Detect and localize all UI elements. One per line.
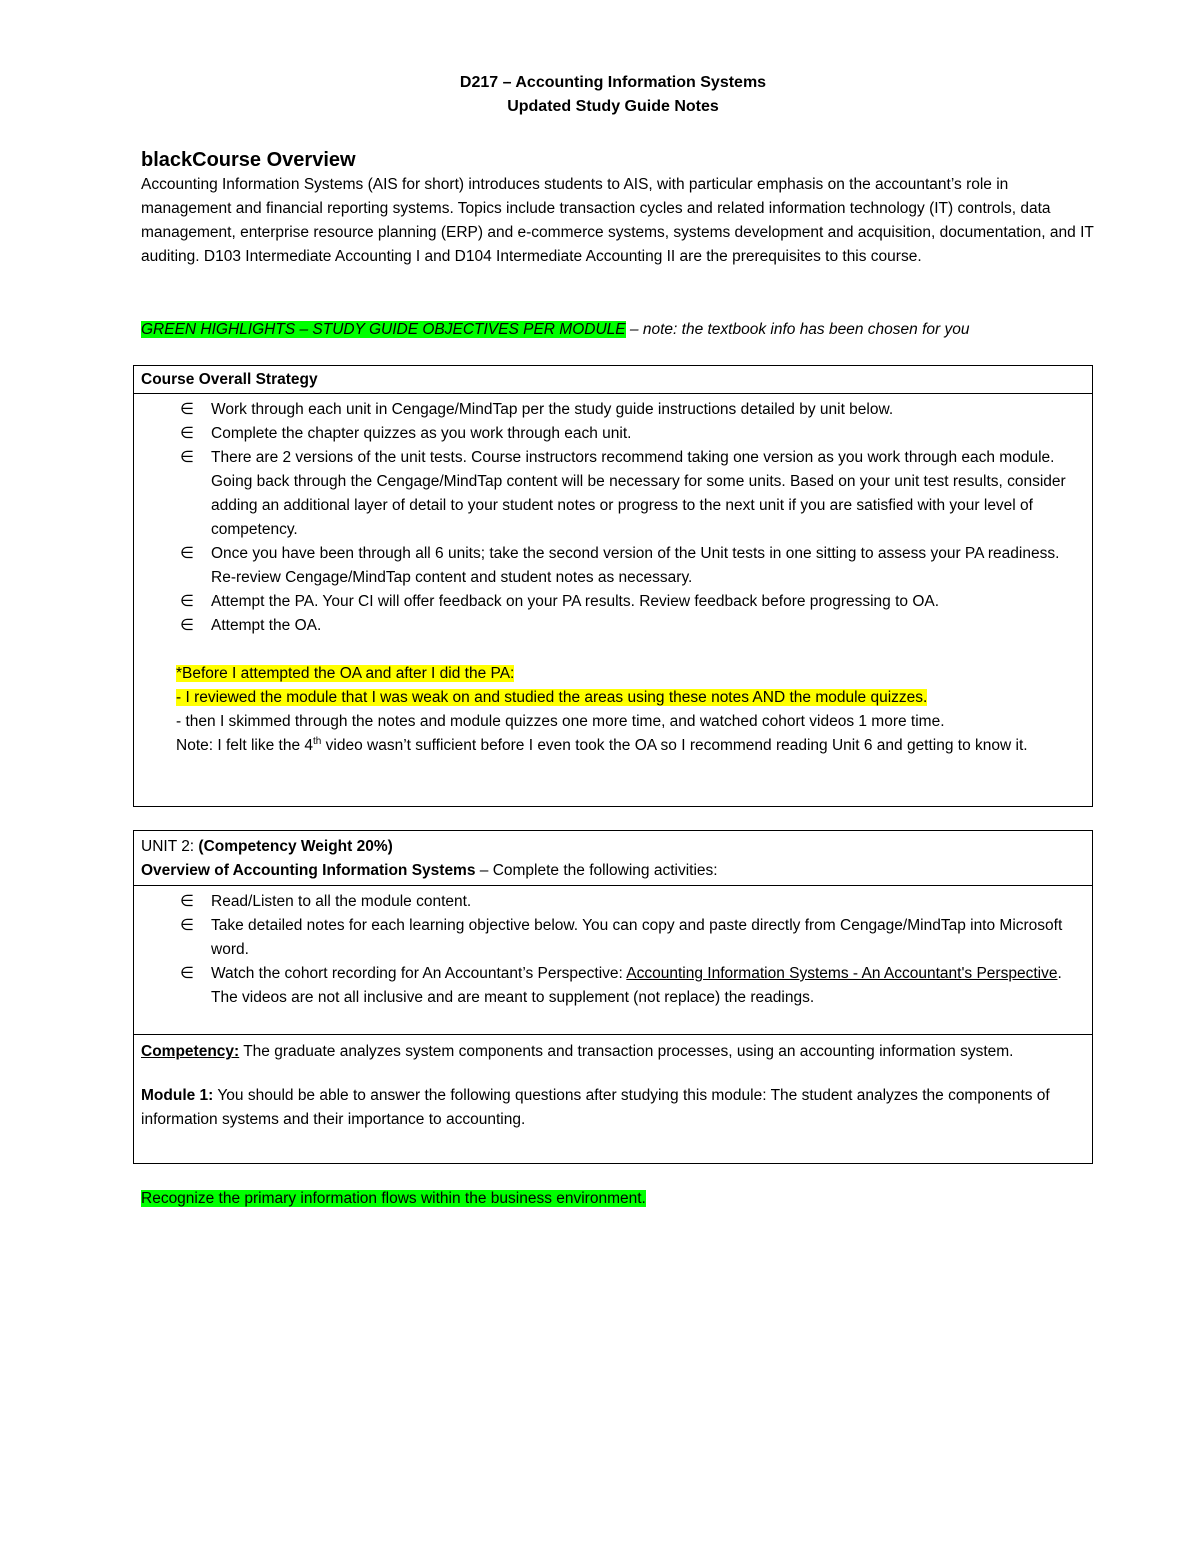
list-item-text: Watch the cohort recording for An Accountant’s Perspective:	[211, 965, 627, 982]
bullet-icon: ∈	[180, 593, 194, 610]
green-highlights-note	[141, 318, 969, 342]
note-line-3: - then I skimmed through the notes and module quizzes one more time, and watched cohort videos 1 more time.	[176, 713, 945, 730]
list-item	[134, 542, 1082, 590]
bullet-icon: ∈	[180, 965, 194, 982]
list-item-text: Attempt the PA. Your CI will offer feedback on your PA results. Review feedback before progressing to OA.	[211, 593, 940, 610]
overview-text: Accounting Information Systems (AIS for short) introduces students to AIS, with particular emphasis on the accountant’s role in management and financial reporting systems. Topics include transaction cycles and related information technology (IT) controls, data management, enterprise resource planning (ERP) and e-commerce systems, systems development and acquisition, documentation, and IT auditing. D103 Intermediate Accounting I and D104 Intermediate Accounting II are the prerequisites to this course.	[141, 176, 1094, 265]
course-overview-paragraph	[141, 173, 1096, 269]
unit-instructions: – Complete the following activities:	[475, 862, 718, 879]
list-item	[134, 590, 1082, 614]
video-link[interactable]: Accounting Information Systems - An Accountant's Perspective	[626, 965, 1058, 982]
note-line-4-text: Note: I felt like the 4	[176, 737, 313, 754]
competency-text: The graduate analyzes system components and transaction processes, using an accounting information system.	[239, 1043, 1014, 1060]
note-superscript: th	[313, 735, 322, 747]
list-item	[134, 398, 1082, 422]
competency-label: Competency:	[141, 1043, 240, 1060]
list-item-text: Work through each unit in Cengage/MindTap per the study guide instructions detailed by unit below.	[211, 401, 894, 418]
activities-list	[134, 890, 1082, 1010]
strategy-header: Course Overall Strategy	[134, 366, 1092, 394]
bullet-icon: ∈	[180, 617, 194, 634]
bullet-icon: ∈	[180, 425, 194, 442]
unit-2-header	[134, 831, 1092, 886]
bullet-icon: ∈	[180, 449, 194, 466]
personal-note	[134, 662, 1082, 758]
list-item	[134, 446, 1082, 542]
document-title: D217 – Accounting Information Systems	[459, 74, 767, 91]
objective-highlight: Recognize the primary information flows within the business environment.	[141, 1190, 646, 1207]
unit-2-table	[133, 830, 1093, 1164]
note-line-1: *Before I attempted the OA and after I did the PA:	[176, 665, 515, 682]
unit-title: Overview of Accounting Information Systems	[141, 862, 476, 879]
strategy-bullet-list	[134, 398, 1082, 638]
list-item	[134, 962, 1082, 1010]
course-overview-heading: blackCourse Overview	[141, 149, 356, 171]
list-item-text: Complete the chapter quizzes as you work through each unit.	[211, 425, 632, 442]
list-item-text: There are 2 versions of the unit tests. Course instructors recommend taking one version as you work through each module. Going back through the Cengage/MindTap content will be necessary for some units. Based on your unit test results, consider adding an additional layer of detail to your student notes or progress to the next unit if you are satisfied with your level of competency.	[211, 449, 1066, 538]
bullet-icon: ∈	[180, 401, 194, 418]
strategy-body	[134, 394, 1092, 758]
unit-2-competency	[134, 1035, 1092, 1132]
module-text: You should be able to answer the following questions after studying this module: The student analyzes the components of information systems and their importance to accounting.	[141, 1087, 1050, 1128]
unit-label: UNIT 2:	[141, 838, 199, 855]
list-item	[134, 422, 1082, 446]
list-item-text: Take detailed notes for each learning objective below. You can copy and paste directly from Cengage/MindTap into Microsoft word.	[211, 917, 1063, 958]
module-objective	[141, 1187, 646, 1211]
bullet-icon: ∈	[180, 893, 194, 910]
bullet-icon: ∈	[180, 545, 194, 562]
competency-weight: (Competency Weight 20%)	[198, 838, 393, 855]
list-item	[134, 890, 1082, 914]
course-strategy-table	[133, 365, 1093, 807]
list-item-text: Attempt the OA.	[211, 617, 322, 634]
document-subtitle: Updated Study Guide Notes	[507, 98, 719, 115]
note-line-2: - I reviewed the module that I was weak on and studied the areas using these notes AND the module quizzes.	[176, 689, 928, 706]
highlight-note-text: – note: the textbook info has been chosen for you	[625, 321, 970, 338]
green-highlight-label: GREEN HIGHLIGHTS – STUDY GUIDE OBJECTIVES PER MODULE	[141, 321, 626, 338]
note-line-4-rest: video wasn’t sufficient before I even took the OA so I recommend reading Unit 6 and getting to know it.	[321, 737, 1028, 754]
unit-2-activities	[134, 886, 1092, 1035]
list-item-text: Once you have been through all 6 units; take the second version of the Unit tests in one sitting to assess your PA readiness. Re-review Cengage/MindTap content and student notes as necessary.	[211, 545, 1060, 586]
module-label: Module 1:	[141, 1087, 214, 1104]
list-item	[134, 914, 1082, 962]
bullet-icon: ∈	[180, 917, 194, 934]
list-item-text-rest: . The videos are not all inclusive and are meant to supplement (not replace) the readings.	[211, 965, 1062, 1006]
note-line-4	[176, 734, 1082, 758]
list-item	[134, 614, 1082, 638]
list-item-text: Read/Listen to all the module content.	[211, 893, 472, 910]
